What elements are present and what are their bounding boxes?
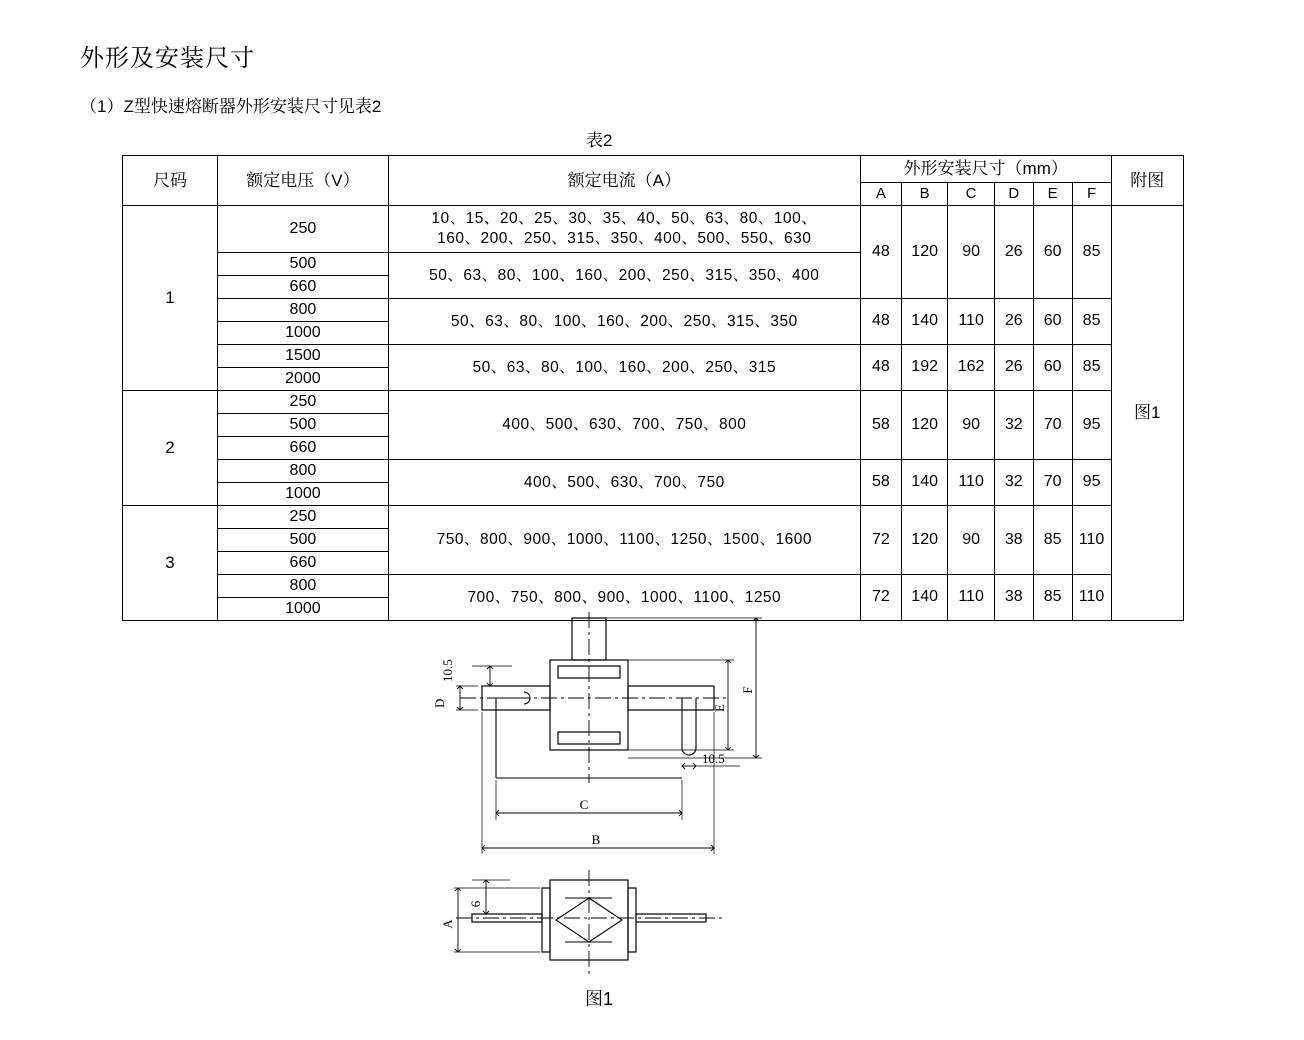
cell-dim-b: 140: [901, 460, 947, 506]
page-title: 外形及安装尺寸: [80, 45, 255, 72]
table-row: [123, 460, 1184, 483]
drawing-svg: [400, 608, 920, 1008]
dim-label-a: A: [440, 919, 455, 929]
header-dim-e: E: [1033, 183, 1072, 206]
cell-dim-c: 90: [948, 506, 994, 575]
table-row: [123, 506, 1184, 529]
dim-f-ext: [606, 618, 762, 758]
dim-label-6: 6: [468, 900, 483, 908]
cell-voltage: 250: [218, 506, 389, 529]
cell-dim-d: 38: [994, 506, 1033, 575]
cell-voltage: 1000: [218, 598, 389, 621]
right-blade-slot: [682, 698, 696, 755]
cell-dim-a: 58: [860, 391, 901, 460]
dim-label-b: B: [591, 832, 601, 847]
cell-current: 400、500、630、700、750: [388, 460, 860, 506]
cell-dim-f: 110: [1072, 506, 1111, 575]
cell-dim-f: 95: [1072, 391, 1111, 460]
cell-dim-a: 48: [860, 299, 901, 345]
cell-dim-f: 85: [1072, 299, 1111, 345]
table-header-row: [123, 156, 1184, 183]
side-cap-lines: [565, 898, 612, 942]
cell-voltage: 250: [218, 206, 389, 253]
cell-dim-e: 70: [1033, 391, 1072, 460]
header-voltage: 额定电压（V）: [218, 156, 389, 206]
header-dim-c: C: [948, 183, 994, 206]
cell-voltage: 2000: [218, 368, 389, 391]
cell-voltage: 660: [218, 276, 389, 299]
table-row: [123, 206, 1184, 253]
cell-figure-ref: 图1: [1111, 206, 1183, 621]
cell-dim-e: 60: [1033, 299, 1072, 345]
cell-dim-c: 162: [948, 345, 994, 391]
cell-current: [388, 206, 860, 253]
cell-dim-f: 85: [1072, 206, 1111, 299]
cell-voltage: 800: [218, 460, 389, 483]
cell-dim-c: 110: [948, 575, 994, 621]
cell-dim-c: 110: [948, 460, 994, 506]
cell-voltage: 250: [218, 391, 389, 414]
figure-caption: 图1: [585, 989, 614, 1009]
cell-size: 1: [123, 206, 218, 391]
table-row: [123, 299, 1184, 322]
cell-dim-d: 26: [994, 206, 1033, 299]
cell-dim-d: 32: [994, 460, 1033, 506]
cell-voltage: 800: [218, 575, 389, 598]
cell-dim-f: 85: [1072, 345, 1111, 391]
cell-current: 750、800、900、1000、1100、1250、1500、1600: [388, 506, 860, 575]
cell-dim-d: 38: [994, 575, 1033, 621]
cell-dim-d: 26: [994, 345, 1033, 391]
fuse-technical-drawing: [400, 608, 920, 1008]
cell-size: 2: [123, 391, 218, 506]
cell-voltage: 500: [218, 414, 389, 437]
table-row: [123, 345, 1184, 368]
cell-voltage: 500: [218, 529, 389, 552]
cell-dim-f: 110: [1072, 575, 1111, 621]
side-right-cap: [628, 888, 636, 952]
table-row: [123, 391, 1184, 414]
header-figure: 附图: [1111, 156, 1183, 206]
cell-dim-d: 26: [994, 299, 1033, 345]
cell-dim-e: 70: [1033, 460, 1072, 506]
current-line-1: 10、15、20、25、30、35、40、50、63、80、100、: [431, 209, 818, 227]
dim-c-ext: [496, 780, 682, 820]
spec-table-wrapper: [122, 155, 1184, 621]
dim-label-e: E: [712, 704, 727, 712]
cell-current: 400、500、630、700、750、800: [388, 391, 860, 460]
header-dim-b: B: [901, 183, 947, 206]
cell-dim-b: 140: [901, 575, 947, 621]
cell-dim-b: 120: [901, 391, 947, 460]
table-row: [123, 575, 1184, 598]
cell-voltage: 660: [218, 552, 389, 575]
cell-current: 700、750、800、900、1000、1100、1250: [388, 575, 860, 621]
cell-dim-e: 85: [1033, 506, 1072, 575]
cell-voltage: 800: [218, 299, 389, 322]
cell-size: 3: [123, 506, 218, 621]
dim-a-ext: [454, 888, 540, 952]
cell-dim-e: 85: [1033, 575, 1072, 621]
cell-dim-f: 95: [1072, 460, 1111, 506]
side-left-cap: [542, 888, 550, 952]
cell-voltage: 1000: [218, 322, 389, 345]
dim-label-105-right: 10.5: [702, 751, 725, 766]
cell-dim-b: 120: [901, 206, 947, 299]
cell-dim-e: 60: [1033, 345, 1072, 391]
cell-dim-a: 58: [860, 460, 901, 506]
dim-label-d: D: [432, 698, 447, 708]
cell-current: 50、63、80、100、160、200、250、315、350、400: [388, 253, 860, 299]
cell-dim-b: 140: [901, 299, 947, 345]
cell-dim-a: 48: [860, 345, 901, 391]
cell-dim-d: 32: [994, 391, 1033, 460]
current-line-2: 160、200、250、315、350、400、500、550、630: [437, 230, 812, 247]
cell-dim-e: 60: [1033, 206, 1072, 299]
header-size: 尺码: [123, 156, 218, 206]
dim-label-c: C: [579, 797, 589, 812]
header-dim-f: F: [1072, 183, 1111, 206]
header-dims-group: 外形安装尺寸（mm）: [860, 156, 1111, 183]
cell-dim-c: 90: [948, 206, 994, 299]
header-dim-d: D: [994, 183, 1033, 206]
section-subtitle: （1）Z型快速熔断器外形安装尺寸见表2: [80, 97, 382, 116]
cell-dim-b: 192: [901, 345, 947, 391]
cell-dim-b: 120: [901, 506, 947, 575]
cell-current: 50、63、80、100、160、200、250、315、350: [388, 299, 860, 345]
dim-label-f: F: [740, 686, 755, 694]
header-dim-a: A: [860, 183, 901, 206]
cell-voltage: 1000: [218, 483, 389, 506]
cell-current: 50、63、80、100、160、200、250、315: [388, 345, 860, 391]
cell-voltage: 500: [218, 253, 389, 276]
dim-label-105-left: 10.5: [440, 659, 455, 682]
cell-dim-c: 90: [948, 391, 994, 460]
cell-dim-a: 72: [860, 575, 901, 621]
table-caption: 表2: [586, 131, 613, 150]
header-current: 额定电流（A）: [388, 156, 860, 206]
spec-table: [122, 155, 1184, 621]
cell-voltage: 1500: [218, 345, 389, 368]
cell-voltage: 660: [218, 437, 389, 460]
cell-dim-a: 72: [860, 506, 901, 575]
cell-dim-c: 110: [948, 299, 994, 345]
cell-dim-a: 48: [860, 206, 901, 299]
